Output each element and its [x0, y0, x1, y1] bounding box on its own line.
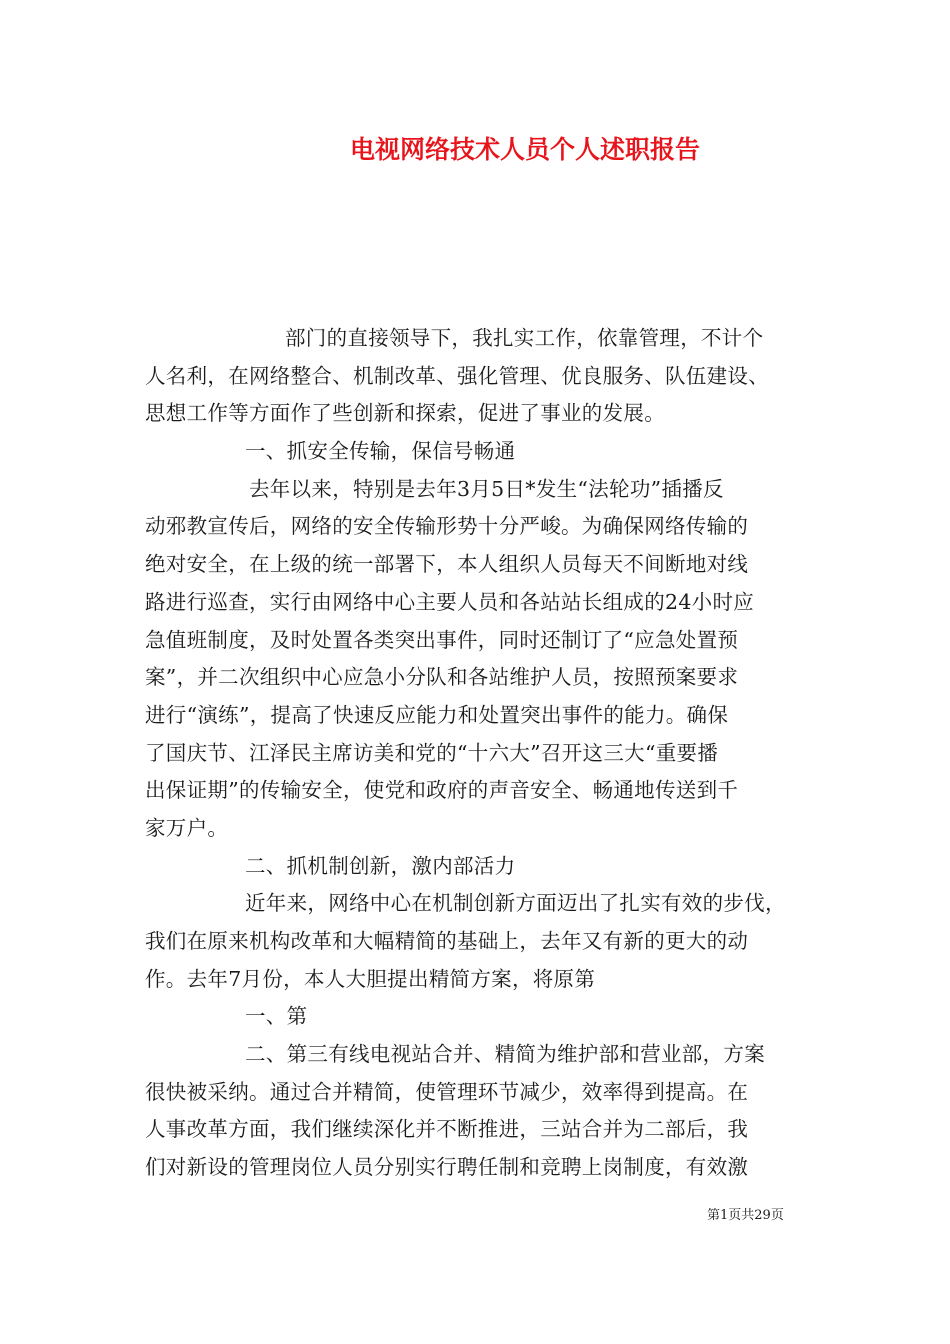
body-line: 作。去年7月份，本人大胆提出精简方案，将原第 [145, 966, 596, 991]
body-line: 部门的直接领导下，我扎实工作，依靠管理，不计个 [285, 326, 764, 350]
body-line: 绝对安全，在上级的统一部署下，本人组织人员每天不间断地对线 [145, 552, 749, 577]
document-body [145, 320, 805, 1187]
body-line: 案”，并二次组织中心应急小分队和各站维护人员，按照预案要求 [145, 665, 739, 690]
body-line: 出保证期”的传输安全，使党和政府的声音安全、畅通地传送到千 [145, 778, 739, 803]
body-line: 近年来，网络中心在机制创新方面迈出了扎实有效的步伐， [245, 891, 786, 916]
body-line: 家万户。 [145, 815, 229, 840]
body-line: 人事改革方面，我们继续深化并不断推进，三站合并为二部后，我 [145, 1117, 749, 1142]
body-line: 急值班制度，及时处置各类突出事件，同时还制订了“应急处置预 [145, 627, 739, 652]
body-line: 二、第三有线电视站合并、精简为维护部和营业部，方案 [245, 1042, 765, 1067]
section-heading: 一、抓安全传输，保信号畅通 [245, 439, 516, 464]
body-line: 很快被采纳。通过合并精简，使管理环节减少，效率得到提高。在 [145, 1079, 749, 1104]
body-line: 路进行巡查，实行由网络中心主要人员和各站站长组成的24小时应 [145, 589, 755, 614]
body-line: 动邪教宣传后，网络的安全传输形势十分严峻。为确保网络传输的 [145, 514, 749, 539]
document-title: 电视网络技术人员个人述职报告 [349, 135, 700, 164]
body-line: 一、第 [245, 1004, 308, 1029]
section-heading: 二、抓机制创新，激内部活力 [245, 853, 516, 878]
body-line: 我们在原来机构改革和大幅精简的基础上，去年又有新的更大的动 [145, 929, 749, 953]
page-number: 第1页共29页 [707, 1208, 784, 1223]
body-line: 人名利，在网络整合、机制改革、强化管理、优良服务、队伍建设、 [145, 363, 769, 388]
body-line: 去年以来，特别是去年3月5日*发生“法轮功”插播反 [249, 476, 724, 501]
body-line: 思想工作等方面作了些创新和探索，促进了事业的发展。 [145, 401, 665, 426]
body-line: 进行“演练”，提高了快速反应能力和处置突出事件的能力。确保 [145, 702, 729, 727]
body-line: 了国庆节、江泽民主席访美和党的“十六大”召开这三大“重要播 [145, 740, 719, 765]
body-line: 们对新设的管理岗位人员分别实行聘任制和竞聘上岗制度，有效激 [145, 1155, 749, 1180]
